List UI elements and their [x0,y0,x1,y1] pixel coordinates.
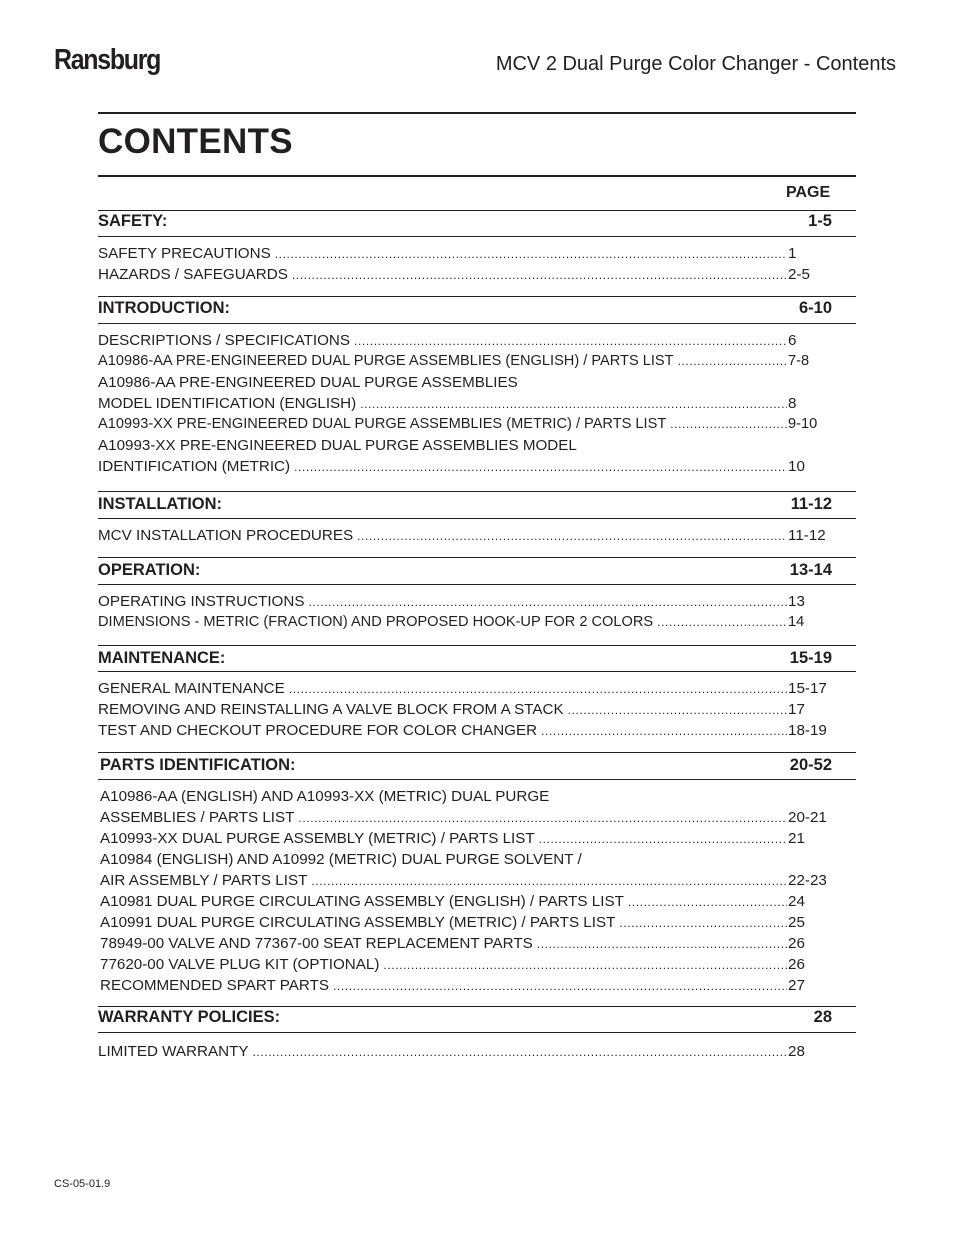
section-pages: 20-52 [789,756,832,774]
section-title: PARTS IDENTIFICATION: [100,756,296,774]
toc-entry-continued: A10986-AA PRE-ENGINEERED DUAL PURGE ASSEMBLIES [98,374,518,391]
section-rule [98,645,856,646]
section-heading-operation [98,561,832,580]
section-title: WARRANTY POLICIES: [98,1008,281,1026]
section-rule [98,296,856,297]
section-rule [98,1006,856,1007]
header-rule [98,112,856,114]
toc-entry: MODEL IDENTIFICATION (ENGLISH) ..... 8 [98,395,828,412]
section-rule [98,779,856,780]
toc-entry: IDENTIFICATION (METRIC) ..... 10 [98,458,828,475]
section-title: SAFETY: [98,212,168,230]
section-heading-warranty [98,1008,832,1027]
toc-entry-continued: A10986-AA (ENGLISH) AND A10993-XX (METRIC) DUAL PURGE [100,788,550,805]
section-title: INTRODUCTION: [98,299,230,317]
section-heading-installation [98,495,832,514]
toc-entry: RECOMMENDED SPART PARTS ..... 27 [100,977,828,994]
section-rule [98,491,856,492]
toc-entry: A10981 DUAL PURGE CIRCULATING ASSEMBLY (ENGLISH) / PARTS LIST ..... 24 [100,893,828,910]
toc-entry: MCV INSTALLATION PROCEDURES ..... 11-12 [98,527,828,544]
section-rule [98,210,856,211]
toc-entry: TEST AND CHECKOUT PROCEDURE FOR COLOR CHANGER ..... 18-19 [98,722,828,739]
document-title: MCV 2 Dual Purge Color Changer - Contents [495,53,896,75]
section-rule [98,236,856,237]
section-heading-maintenance [98,649,832,668]
toc-entry: A10993-XX PRE-ENGINEERED DUAL PURGE ASSEMBLIES (METRIC) / PARTS LIST ..... 9-10 [98,416,828,432]
toc-entry: DESCRIPTIONS / SPECIFICATIONS ..... 6 [98,332,828,349]
toc-entry-continued: A10993-XX PRE-ENGINEERED DUAL PURGE ASSEMBLIES MODEL [98,437,577,454]
toc-entry: A10986-AA PRE-ENGINEERED DUAL PURGE ASSEMBLIES (ENGLISH) / PARTS LIST ..... 7-8 [98,353,828,369]
section-rule [98,752,856,753]
section-rule [98,557,856,558]
toc-entry: A10991 DUAL PURGE CIRCULATING ASSEMBLY (METRIC) / PARTS LIST ..... 25 [100,914,828,931]
toc-entry: SAFETY PRECAUTIONS ..... 1 [98,245,828,262]
page-heading: CONTENTS [98,122,293,161]
section-heading-introduction [98,299,832,318]
toc-entry: OPERATING INSTRUCTIONS ..... 13 [98,593,828,610]
section-pages: 15-19 [789,649,832,667]
toc-entry: HAZARDS / SAFEGUARDS ..... 2-5 [98,266,828,283]
section-heading-safety [98,212,832,231]
toc-entry: A10993-XX DUAL PURGE ASSEMBLY (METRIC) / PARTS LIST ..... 21 [100,830,828,847]
toc-entry: GENERAL MAINTENANCE ..... 15-17 [98,680,828,697]
page-column-label: PAGE [786,184,831,201]
toc-entry: 77620-00 VALVE PLUG KIT (OPTIONAL) ..... 26 [100,956,828,973]
section-heading-parts-identification [100,756,832,775]
section-pages: 28 [813,1008,832,1026]
section-rule [98,671,856,672]
toc-entry: ASSEMBLIES / PARTS LIST ..... 20-21 [100,809,828,826]
section-pages: 11-12 [790,495,832,513]
section-rule [98,518,856,519]
section-title: OPERATION: [98,561,201,579]
brand-logo: Ransburg [54,44,161,76]
section-rule [98,584,856,585]
toc-entry: AIR ASSEMBLY / PARTS LIST ..... 22-23 [100,872,828,889]
toc-entry: DIMENSIONS - METRIC (FRACTION) AND PROPOSED HOOK-UP FOR 2 COLORS ..... 14 [98,614,828,630]
section-title: MAINTENANCE: [98,649,226,667]
section-pages: 13-14 [789,561,832,579]
toc-entry: REMOVING AND REINSTALLING A VALVE BLOCK FROM A STACK ..... 17 [98,701,828,718]
section-title: INSTALLATION: [98,495,223,513]
section-pages: 1-5 [808,212,832,230]
section-rule [98,323,856,324]
toc-entry: LIMITED WARRANTY ..... 28 [98,1043,828,1060]
footer-document-code: CS-05-01.9 [54,1178,111,1190]
section-rule [98,1032,856,1033]
heading-rule [98,175,856,177]
toc-entry: 78949-00 VALVE AND 77367-00 SEAT REPLACEMENT PARTS ..... 26 [100,935,828,952]
section-pages: 6-10 [798,299,832,317]
toc-entry-continued: A10984 (ENGLISH) AND A10992 (METRIC) DUAL PURGE SOLVENT / [100,851,582,868]
